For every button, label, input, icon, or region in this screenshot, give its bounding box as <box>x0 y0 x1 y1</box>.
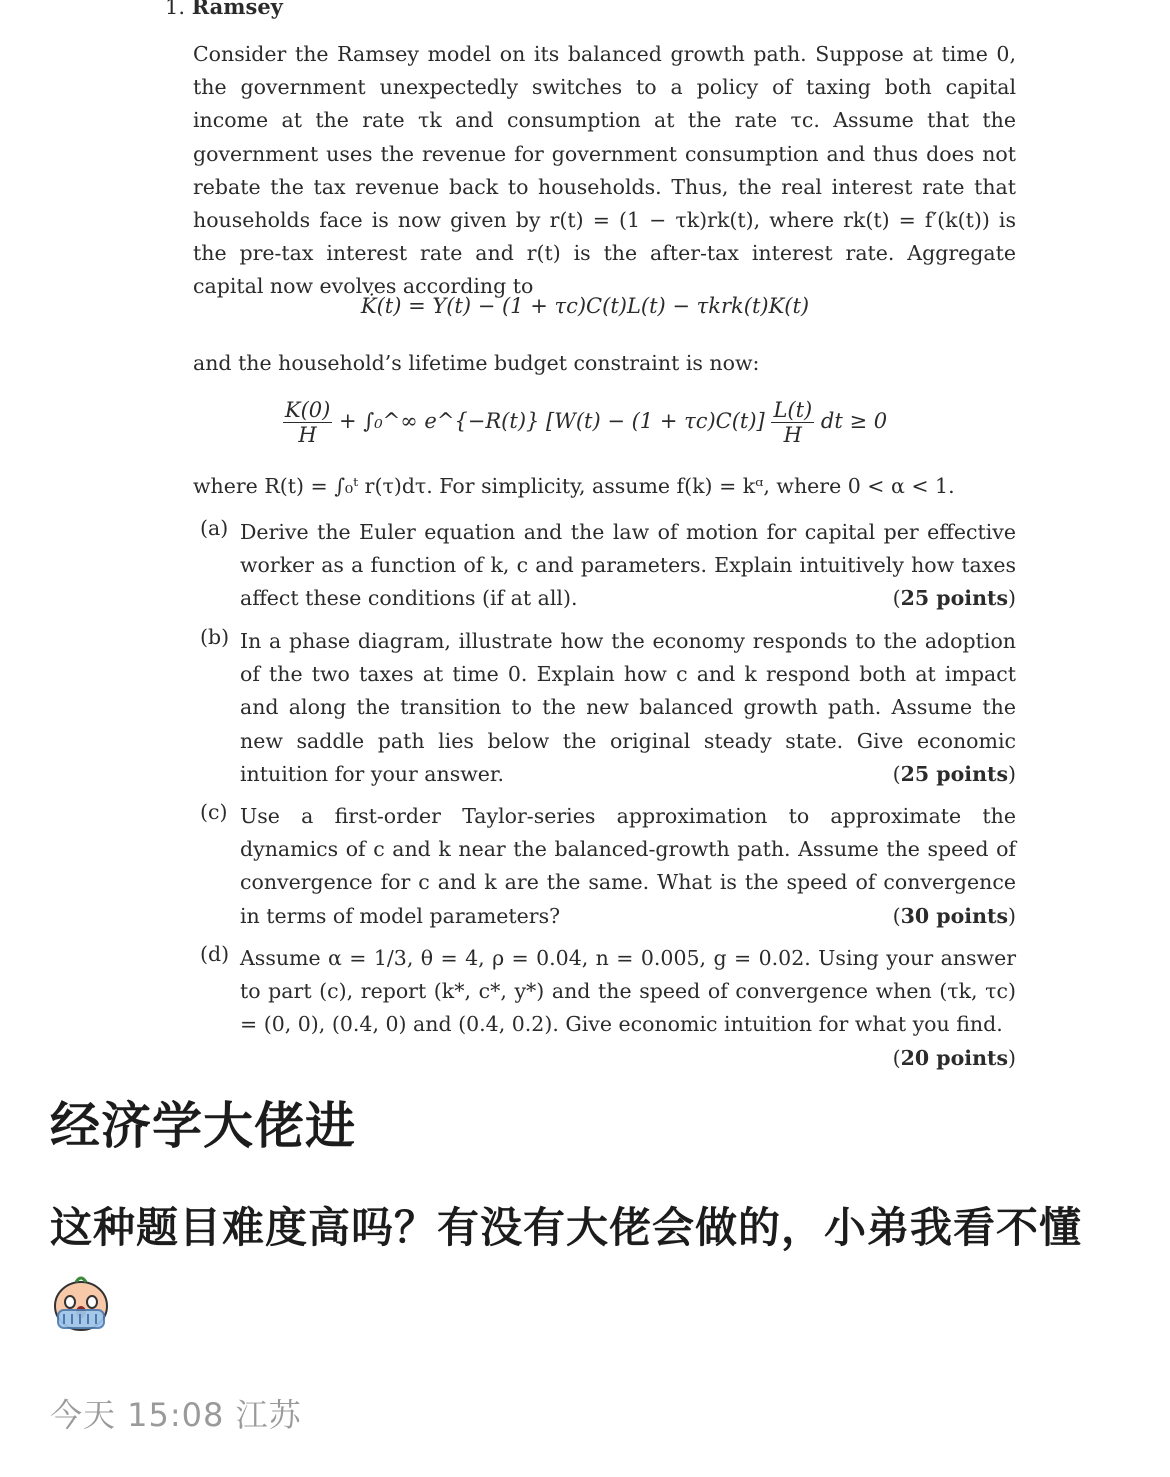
budget-fraction-2: $\frac{L(t)}{H}$ <box>773 398 813 447</box>
post-body <box>50 1188 1130 1348</box>
budget-fraction-1: $\frac{K(0)}{H}$ <box>284 398 331 447</box>
problem-screenshot: 1. Ramsey Consider the Ramsey model on its balanced growth path. Suppose at time 0, the government unexpectedly switches to a policy of taxing both capital income at the rate τk and consumption at the rate τc. Assume that the government uses the revenue for government consumption and thus does not rebate the tax revenue back to households. Thus, the real interest rate that households face is now given by r(t) = (1 − τk)rk(t), where rk(t) = f′(k(t)) is the pre-tax interest rate and r(t) is the after-tax interest rate. Aggregate capital now evolves according to K̇(t) = Y(t) − (1 + τc)C(t)L(t) − τkrk(t)K(t) and the household’s lifetime budget constraint is now: $\frac{K(0)}{H}$ + ∫₀^∞ e^{−R(t)} [W(t) − (1 + τc)C(t)] $\frac{L(t)}{H}$ dt ≥ 0 where R(t) = ∫₀ᵗ r(τ)dτ. For simplicity, assume f(k) = kᵅ, where 0 < α < 1. (a) Derive the Euler equation and the law of motion for capital per effective worker as a function of k, c and parameters. Explain intuitively how taxes affect these conditions (if at all). (25 points) (b) In a phase diagram, illustrate how the economy responds to the adoption of the two taxes at time 0. Explain how c and k respond both at impact and along the transition to the new balanced growth path. Assume the new saddle path lies below the original steady state. Give economic intuition for your answer. (25 points) (c) Use a first-order Taylor-series approximation to approximate the dynamics of c and k near the balanced-growth path. Assume the speed of convergence for c and k are the same. What is the speed of convergence in terms of model parameters? (30 points) (d) Assume α = 1/3, θ = 4, ρ = 0.04, n = 0.005, g = 0.02. Using your answer to part (c), report (k*, c*, y*) and the speed of convergence when (τk, τc) = (0, 0), (0.4, 0) and (0.4, 0.2). Give economic intuition for what you find. (20 points) <box>0 0 1170 1060</box>
capital-equation: K̇(t) = Y(t) − (1 + τc)C(t)L(t) − τkrk(t)K(t) <box>360 294 810 318</box>
budget-intro: and the household’s lifetime budget constraint is now: <box>193 351 760 375</box>
post-title: 经济学大佬进 <box>50 1097 356 1155</box>
budget-tail: dt ≥ 0 <box>820 409 888 433</box>
question-title: Ramsey <box>191 0 283 19</box>
question-heading <box>165 0 283 19</box>
where-line: where R(t) = ∫₀ᵗ r(τ)dτ. For simplicity, assume f(k) = kᵅ, where 0 < α < 1. <box>193 474 955 498</box>
post-meta: 今天 15:08 江苏 <box>50 1396 302 1434</box>
crying-face-icon <box>50 1274 112 1332</box>
question-intro: Consider the Ramsey model on its balanced growth path. Suppose at time 0, the government unexpectedly switches to a policy of taxing both capital income at the rate τk and consumption at the rate τc. Assume that the government uses the revenue for government consumption and thus does not rebate the tax revenue back to households. Thus, the real interest rate that households face is now given by r(t) = (1 − τk)rk(t), where rk(t) = f′(k(t)) is the pre-tax interest rate and r(t) is the after-tax interest rate. Aggregate capital now evolves according to <box>193 42 1016 299</box>
budget-integral: + ∫₀^∞ e^{−R(t)} [W(t) − (1 + τc)C(t)] <box>339 409 765 433</box>
post-body-text: 这种题目难度高吗？有没有大佬会做的，小弟我看不懂 <box>50 1203 1083 1252</box>
budget-equation <box>0 398 1170 447</box>
question-number: 1. <box>165 0 186 19</box>
